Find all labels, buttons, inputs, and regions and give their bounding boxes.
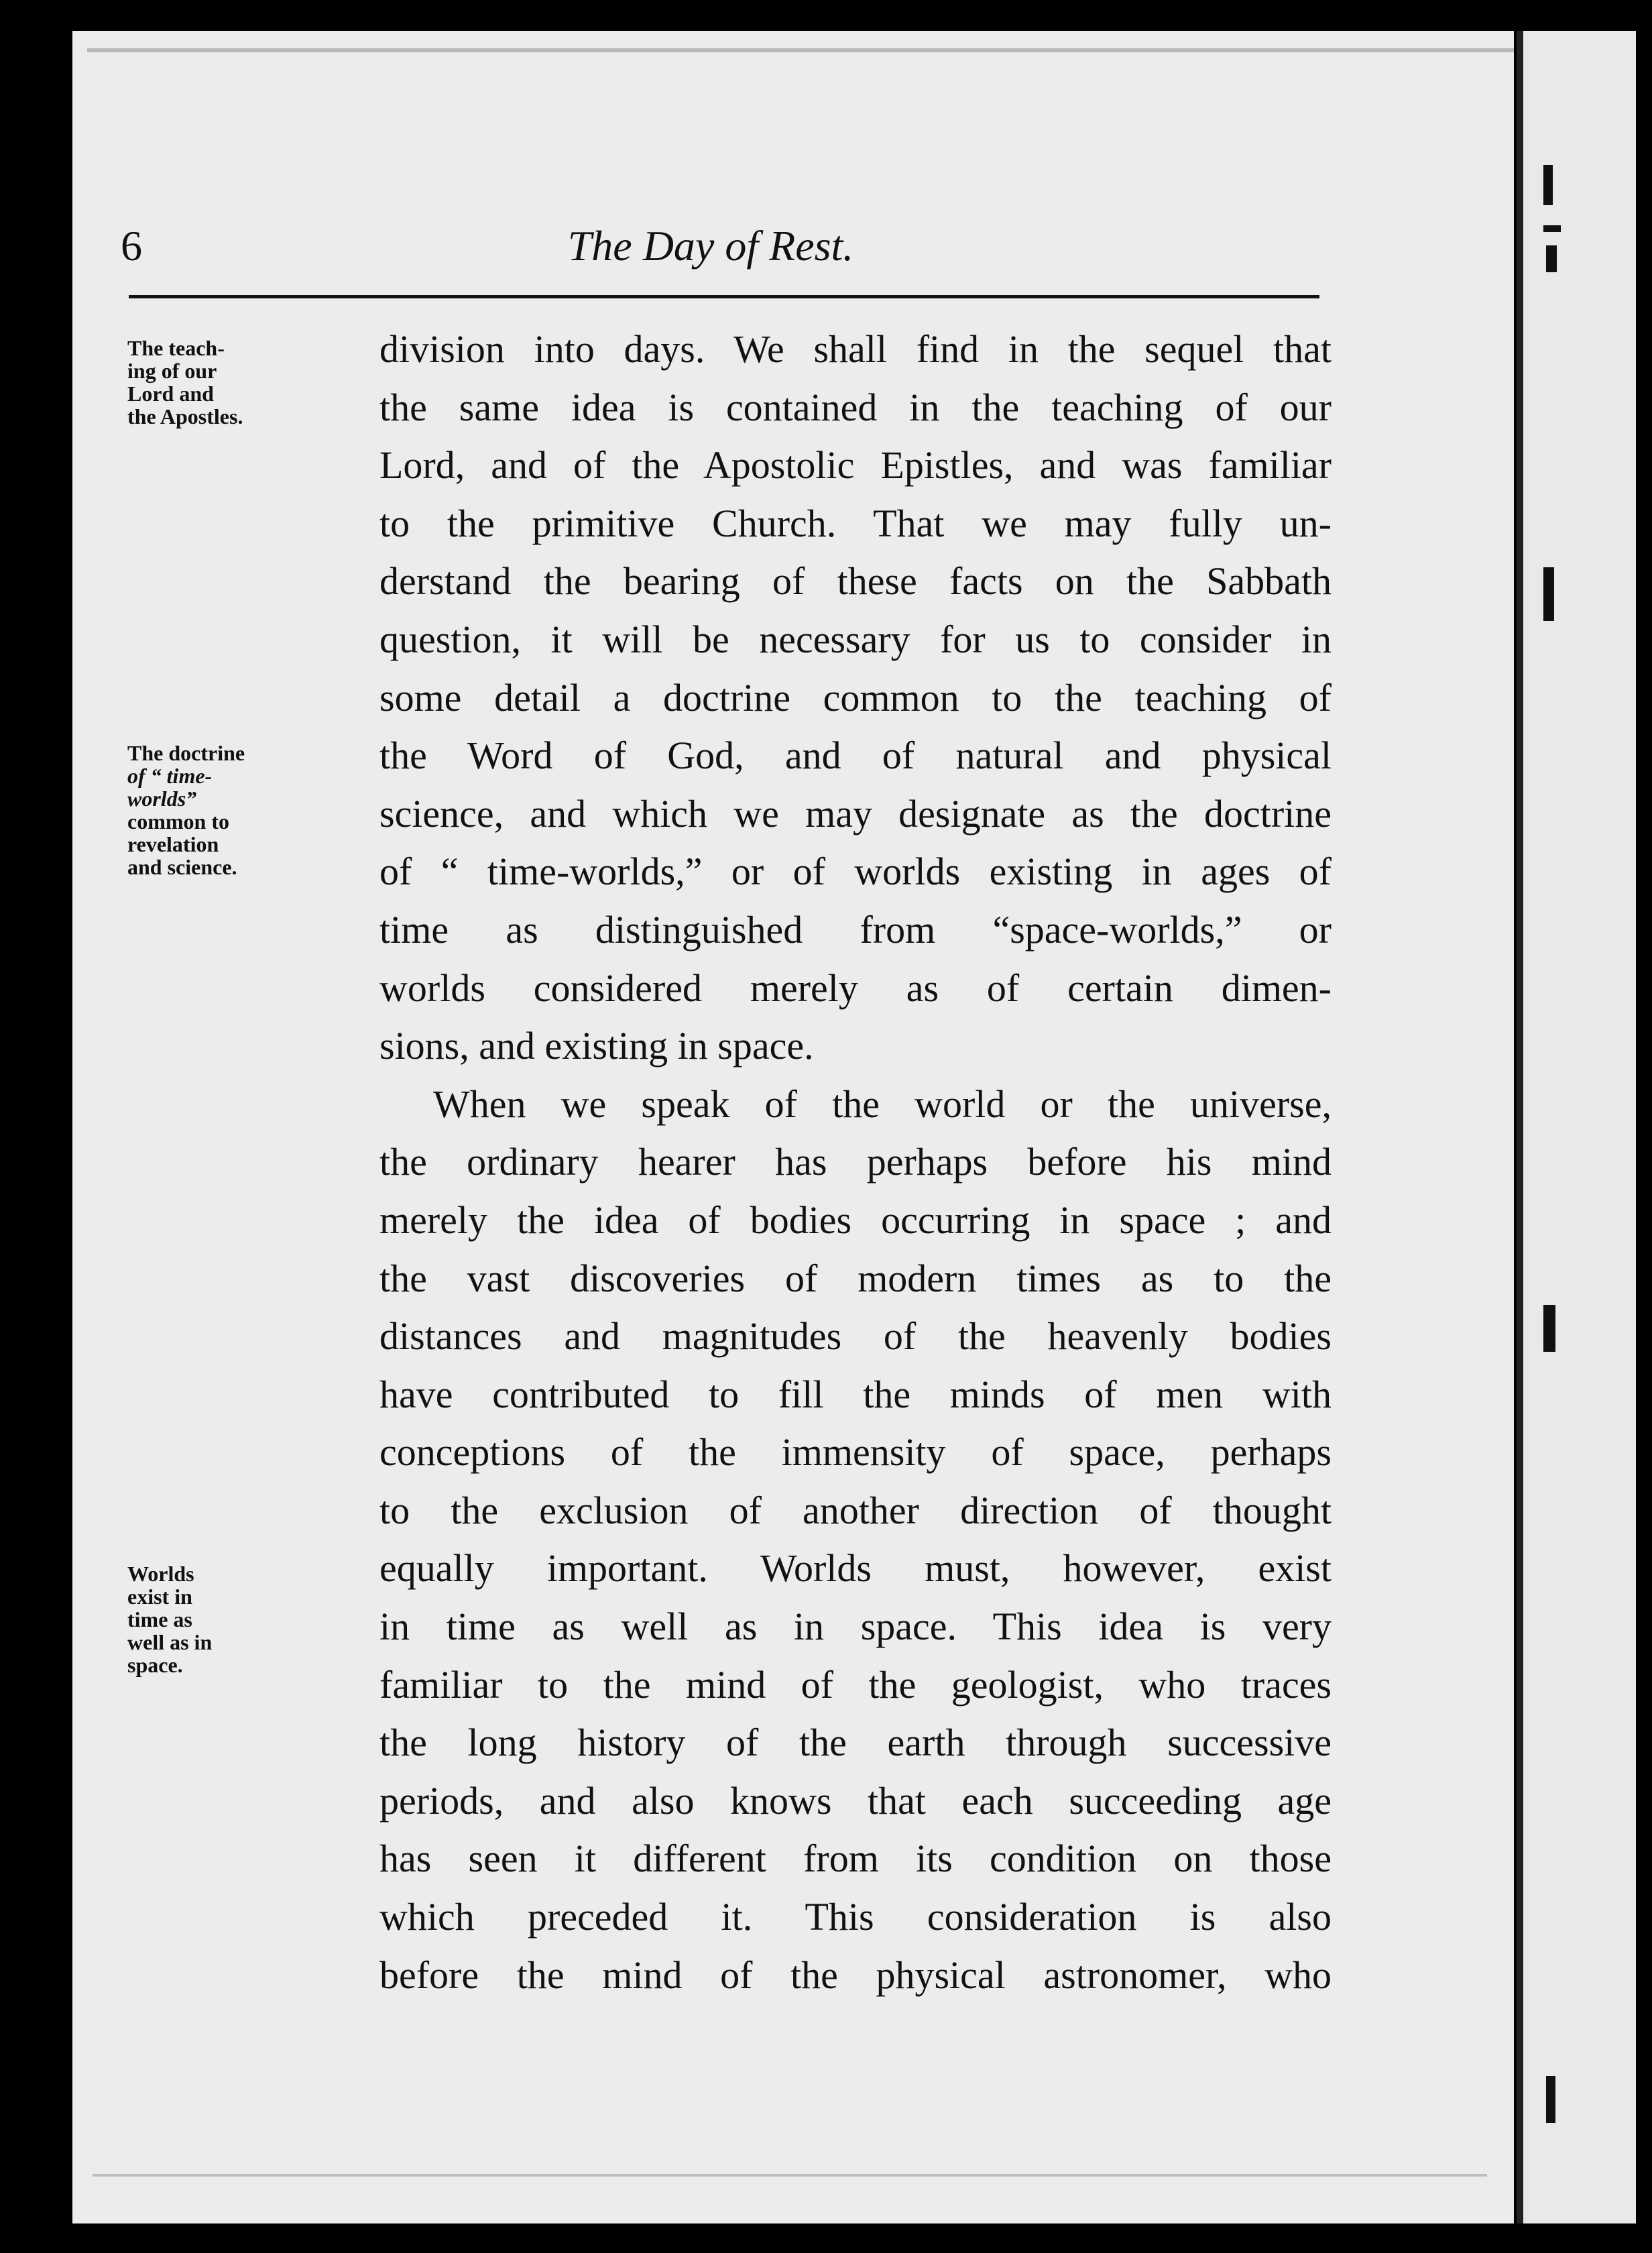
- side-note-line: Lord and: [127, 382, 214, 406]
- text-line: When we speak of the world or the universe,: [433, 1082, 1332, 1126]
- side-note-line: time as: [127, 1607, 192, 1631]
- running-title: The Day of Rest.: [567, 222, 854, 270]
- text-line: time as distinguished from “space-worlds,” or: [379, 907, 1332, 951]
- text-line: sions, and existing in space.: [379, 1024, 814, 1068]
- text-line: to the primitive Church. That we may fully un-: [379, 501, 1332, 545]
- text-line: the long history of the earth through successive: [379, 1721, 1332, 1765]
- text-line: to the exclusion of another direction of thought: [379, 1488, 1332, 1532]
- page-number: 6: [121, 222, 142, 270]
- side-note-line: space.: [127, 1653, 183, 1677]
- text-line: the same idea is contained in the teaching of our: [379, 385, 1332, 429]
- text-line: the Word of God, and of natural and physical: [379, 734, 1332, 778]
- text-line: the vast discoveries of modern times as to the: [379, 1256, 1332, 1300]
- text-line: equally important. Worlds must, however, exist: [379, 1546, 1332, 1591]
- text-line: before the mind of the physical astronomer, who: [379, 1953, 1332, 1997]
- text-line: in time as well as in space. This idea is very: [379, 1605, 1332, 1649]
- side-note-line-italic: worlds”: [127, 787, 197, 811]
- side-note-line: Worlds: [127, 1562, 194, 1586]
- side-note-line: and science.: [127, 855, 237, 879]
- facing-page-edge: [1517, 31, 1636, 2223]
- side-note-teaching: [127, 337, 369, 428]
- text-line: have contributed to fill the minds of men with: [379, 1372, 1332, 1416]
- side-note-time-worlds: [127, 742, 369, 878]
- text-line: has seen it different from its condition on those: [379, 1837, 1332, 1881]
- text-line: merely the idea of bodies occurring in space ; and: [379, 1198, 1332, 1242]
- ink-mark: [1543, 165, 1553, 205]
- text-line: some detail a doctrine common to the teaching of: [379, 675, 1332, 719]
- ink-mark: [1546, 245, 1557, 272]
- text-line: familiar to the mind of the geologist, who traces: [379, 1662, 1332, 1707]
- body-text: [379, 321, 1332, 2004]
- text-line: science, and which we may designate as the doctrine: [379, 791, 1332, 835]
- ink-mark: [1543, 567, 1554, 621]
- ink-mark: [1546, 2076, 1555, 2123]
- side-note-worlds-exist: [127, 1562, 369, 1676]
- side-note-line: well as in: [127, 1630, 213, 1654]
- scan-bottom-edge: [93, 2174, 1487, 2177]
- side-note-line: exist in: [127, 1584, 192, 1609]
- text-line: periods, and also knows that each succeeding age: [379, 1778, 1332, 1823]
- text-line: Lord, and of the Apostolic Epistles, and was familiar: [379, 443, 1332, 487]
- paragraph-1: [379, 321, 1332, 1076]
- side-note-line: the Apostles.: [127, 404, 243, 428]
- text-line: question, it will be necessary for us to consider in: [379, 617, 1332, 661]
- header-rule: [129, 295, 1319, 298]
- paragraph-2: [379, 1076, 1332, 2005]
- side-note-line: The doctrine: [127, 741, 245, 765]
- text-line: distances and magnitudes of the heavenly bodies: [379, 1314, 1332, 1359]
- text-line: conceptions of the immensity of space, perhaps: [379, 1430, 1332, 1475]
- text-line: worlds considered merely as of certain dimen-: [379, 966, 1332, 1010]
- ink-mark: [1543, 225, 1561, 232]
- side-note-line: [127, 787, 369, 810]
- text-line: which preceded it. This consideration is also: [379, 1895, 1332, 1939]
- side-note-line: ing of our: [127, 359, 217, 383]
- side-note-line: [127, 764, 369, 787]
- side-note-line: revelation: [127, 832, 219, 856]
- side-note-line: The teach-: [127, 336, 225, 360]
- text-line: the ordinary hearer has perhaps before his mind: [379, 1140, 1332, 1184]
- page-gutter-line: [1517, 31, 1523, 2223]
- text-line: derstand the bearing of these facts on the Sabbath: [379, 559, 1332, 603]
- scan-top-edge: [87, 48, 1514, 52]
- side-note-line: common to: [127, 809, 229, 833]
- ink-mark: [1543, 1305, 1555, 1352]
- text-line: of “ time-worlds,” or of worlds existing in ages of: [379, 850, 1332, 894]
- text-line: division into days. We shall find in the sequel that: [379, 327, 1332, 371]
- side-note-line-italic: of “ time-: [127, 764, 213, 788]
